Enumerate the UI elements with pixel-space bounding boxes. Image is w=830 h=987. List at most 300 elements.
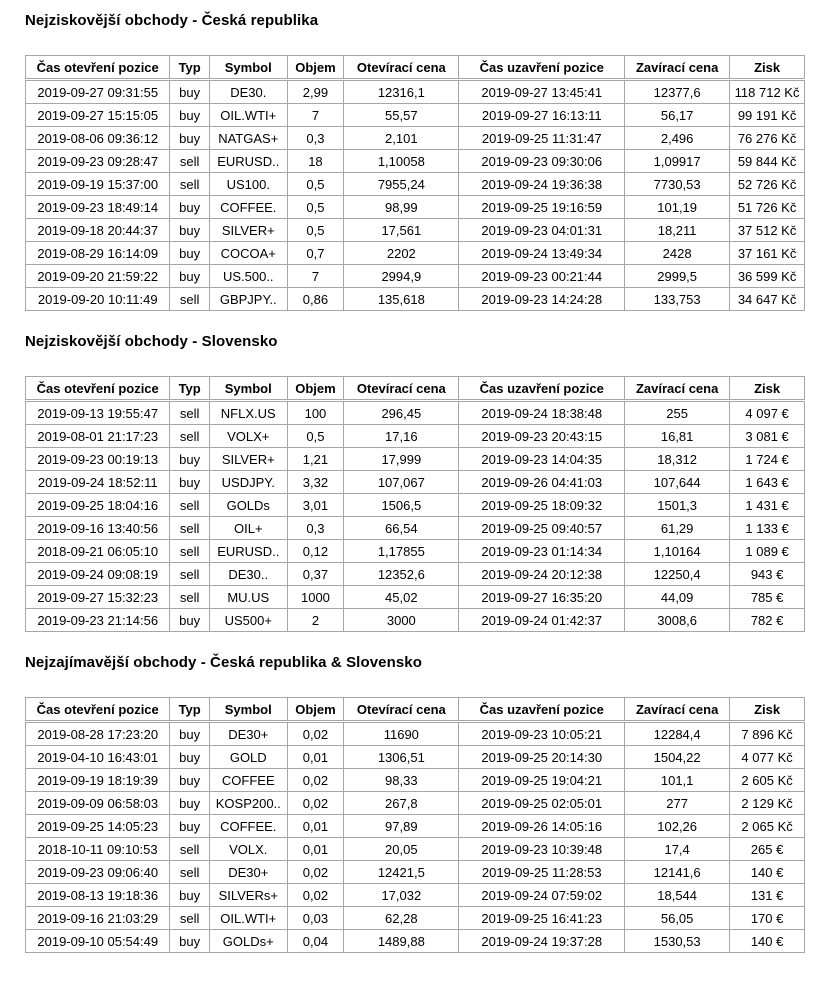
cell-close-price: 2,496 (625, 127, 730, 150)
cell-open-price: 1306,51 (344, 746, 459, 769)
cell-profit: 3 081 € (730, 425, 805, 448)
cell-symbol: KOSP200.. (209, 792, 287, 815)
cell-volume: 3,01 (287, 494, 344, 517)
cell-close-price: 1501,3 (625, 494, 730, 517)
cell-close-time: 2019-09-27 16:13:11 (459, 104, 625, 127)
cell-type: buy (170, 769, 209, 792)
cell-open-time: 2019-09-23 09:28:47 (26, 150, 170, 173)
column-header-open-price: Otevírací cena (344, 698, 459, 722)
cell-symbol: SILVERs+ (209, 884, 287, 907)
cell-profit: 37 512 Kč (730, 219, 805, 242)
cell-volume: 0,01 (287, 815, 344, 838)
cell-close-price: 133,753 (625, 288, 730, 311)
column-header-profit: Zisk (730, 377, 805, 401)
cell-profit: 118 712 Kč (730, 80, 805, 104)
cell-type: buy (170, 127, 209, 150)
cell-type: sell (170, 586, 209, 609)
table-row (26, 540, 805, 563)
cell-open-price: 2202 (344, 242, 459, 265)
cell-close-price: 12250,4 (625, 563, 730, 586)
cell-close-time: 2019-09-23 14:24:28 (459, 288, 625, 311)
cell-volume: 0,5 (287, 196, 344, 219)
cell-close-time: 2019-09-25 02:05:01 (459, 792, 625, 815)
cell-open-time: 2019-09-25 18:04:16 (26, 494, 170, 517)
cell-volume: 0,03 (287, 907, 344, 930)
cell-type: sell (170, 401, 209, 425)
cell-close-time: 2019-09-24 07:59:02 (459, 884, 625, 907)
cell-open-time: 2019-09-24 09:08:19 (26, 563, 170, 586)
trades-table-czech-republic (25, 55, 805, 311)
cell-profit: 34 647 Kč (730, 288, 805, 311)
cell-profit: 76 276 Kč (730, 127, 805, 150)
table-row (26, 609, 805, 632)
cell-symbol: COCOA+ (209, 242, 287, 265)
cell-open-time: 2019-08-29 16:14:09 (26, 242, 170, 265)
cell-open-time: 2019-09-09 06:58:03 (26, 792, 170, 815)
cell-type: sell (170, 494, 209, 517)
cell-close-time: 2019-09-23 09:30:06 (459, 150, 625, 173)
cell-open-price: 66,54 (344, 517, 459, 540)
table-row (26, 930, 805, 953)
cell-close-price: 16,81 (625, 425, 730, 448)
column-header-profit: Zisk (730, 698, 805, 722)
cell-symbol: EURUSD.. (209, 540, 287, 563)
cell-open-time: 2019-08-01 21:17:23 (26, 425, 170, 448)
cell-open-price: 3000 (344, 609, 459, 632)
cell-open-time: 2019-09-20 21:59:22 (26, 265, 170, 288)
cell-open-price: 98,99 (344, 196, 459, 219)
table-row (26, 288, 805, 311)
cell-type: sell (170, 540, 209, 563)
cell-open-time: 2019-09-23 21:14:56 (26, 609, 170, 632)
cell-profit: 1 133 € (730, 517, 805, 540)
cell-type: sell (170, 861, 209, 884)
column-header-type: Typ (170, 56, 209, 80)
table-row (26, 80, 805, 104)
cell-type: buy (170, 884, 209, 907)
cell-open-time: 2019-08-28 17:23:20 (26, 722, 170, 746)
cell-open-time: 2018-09-21 06:05:10 (26, 540, 170, 563)
column-header-type: Typ (170, 377, 209, 401)
cell-close-price: 1504,22 (625, 746, 730, 769)
cell-profit: 2 129 Kč (730, 792, 805, 815)
cell-symbol: DE30. (209, 80, 287, 104)
cell-type: buy (170, 265, 209, 288)
cell-profit: 170 € (730, 907, 805, 930)
cell-type: buy (170, 609, 209, 632)
cell-close-price: 102,26 (625, 815, 730, 838)
cell-open-time: 2019-09-24 18:52:11 (26, 471, 170, 494)
trades-table-czech-and-slovakia (25, 697, 805, 953)
table-row (26, 471, 805, 494)
cell-close-price: 12377,6 (625, 80, 730, 104)
header-row (26, 377, 805, 401)
column-header-open-time: Čas otevření pozice (26, 698, 170, 722)
table-row (26, 746, 805, 769)
table-row (26, 586, 805, 609)
cell-profit: 59 844 Kč (730, 150, 805, 173)
cell-open-price: 12352,6 (344, 563, 459, 586)
cell-close-price: 44,09 (625, 586, 730, 609)
cell-volume: 2 (287, 609, 344, 632)
cell-profit: 140 € (730, 930, 805, 953)
cell-symbol: GOLDs (209, 494, 287, 517)
cell-type: buy (170, 815, 209, 838)
cell-type: buy (170, 80, 209, 104)
table-row (26, 265, 805, 288)
cell-open-time: 2019-09-18 20:44:37 (26, 219, 170, 242)
cell-volume: 0,02 (287, 861, 344, 884)
cell-close-time: 2019-09-24 01:42:37 (459, 609, 625, 632)
cell-open-time: 2019-09-23 00:19:13 (26, 448, 170, 471)
table-row (26, 494, 805, 517)
header-row (26, 56, 805, 80)
cell-close-time: 2019-09-24 19:37:28 (459, 930, 625, 953)
cell-profit: 782 € (730, 609, 805, 632)
cell-type: buy (170, 104, 209, 127)
cell-close-time: 2019-09-26 14:05:16 (459, 815, 625, 838)
cell-open-time: 2019-09-27 15:32:23 (26, 586, 170, 609)
section-title: Nejziskovější obchody - Slovensko (25, 333, 278, 350)
cell-close-price: 2428 (625, 242, 730, 265)
cell-open-time: 2019-09-16 21:03:29 (26, 907, 170, 930)
cell-profit: 131 € (730, 884, 805, 907)
cell-open-price: 2,101 (344, 127, 459, 150)
cell-type: buy (170, 242, 209, 265)
cell-symbol: COFFEE (209, 769, 287, 792)
column-header-symbol: Symbol (209, 698, 287, 722)
cell-symbol: OIL.WTI+ (209, 907, 287, 930)
table-row (26, 196, 805, 219)
cell-close-time: 2019-09-25 09:40:57 (459, 517, 625, 540)
cell-open-time: 2018-10-11 09:10:53 (26, 838, 170, 861)
cell-open-time: 2019-09-16 13:40:56 (26, 517, 170, 540)
cell-close-price: 56,17 (625, 104, 730, 127)
cell-symbol: DE30+ (209, 722, 287, 746)
cell-close-time: 2019-09-25 20:14:30 (459, 746, 625, 769)
cell-symbol: USDJPY. (209, 471, 287, 494)
table-row (26, 150, 805, 173)
table-row (26, 242, 805, 265)
cell-close-time: 2019-09-27 13:45:41 (459, 80, 625, 104)
cell-close-time: 2019-09-23 01:14:34 (459, 540, 625, 563)
cell-profit: 1 431 € (730, 494, 805, 517)
cell-symbol: DE30+ (209, 861, 287, 884)
cell-open-price: 17,999 (344, 448, 459, 471)
cell-close-time: 2019-09-23 20:43:15 (459, 425, 625, 448)
cell-type: buy (170, 722, 209, 746)
cell-open-price: 11690 (344, 722, 459, 746)
header-row (26, 698, 805, 722)
cell-symbol: NATGAS+ (209, 127, 287, 150)
cell-symbol: GOLDs+ (209, 930, 287, 953)
cell-type: buy (170, 746, 209, 769)
cell-close-price: 18,544 (625, 884, 730, 907)
cell-close-price: 101,1 (625, 769, 730, 792)
cell-symbol: MU.US (209, 586, 287, 609)
cell-volume: 1000 (287, 586, 344, 609)
cell-open-price: 97,89 (344, 815, 459, 838)
cell-open-price: 20,05 (344, 838, 459, 861)
cell-profit: 4 077 Kč (730, 746, 805, 769)
cell-open-time: 2019-08-13 19:18:36 (26, 884, 170, 907)
cell-symbol: COFFEE. (209, 196, 287, 219)
cell-close-time: 2019-09-24 18:38:48 (459, 401, 625, 425)
cell-volume: 2,99 (287, 80, 344, 104)
column-header-symbol: Symbol (209, 56, 287, 80)
table-row (26, 448, 805, 471)
column-header-open-price: Otevírací cena (344, 56, 459, 80)
cell-volume: 0,02 (287, 884, 344, 907)
section-top-trades-slovakia (25, 333, 805, 632)
table-row (26, 563, 805, 586)
cell-volume: 0,04 (287, 930, 344, 953)
cell-type: sell (170, 425, 209, 448)
cell-symbol: US500+ (209, 609, 287, 632)
cell-symbol: OIL+ (209, 517, 287, 540)
cell-profit: 785 € (730, 586, 805, 609)
cell-profit: 1 089 € (730, 540, 805, 563)
cell-symbol: SILVER+ (209, 219, 287, 242)
cell-type: buy (170, 219, 209, 242)
cell-volume: 0,7 (287, 242, 344, 265)
cell-open-price: 17,032 (344, 884, 459, 907)
column-header-volume: Objem (287, 56, 344, 80)
cell-profit: 52 726 Kč (730, 173, 805, 196)
cell-profit: 4 097 € (730, 401, 805, 425)
cell-close-time: 2019-09-23 14:04:35 (459, 448, 625, 471)
table-row (26, 219, 805, 242)
cell-open-time: 2019-09-20 10:11:49 (26, 288, 170, 311)
cell-open-price: 1506,5 (344, 494, 459, 517)
cell-close-time: 2019-09-25 19:04:21 (459, 769, 625, 792)
cell-profit: 2 605 Kč (730, 769, 805, 792)
column-header-symbol: Symbol (209, 377, 287, 401)
table-row (26, 769, 805, 792)
cell-open-time: 2019-09-23 09:06:40 (26, 861, 170, 884)
cell-open-price: 98,33 (344, 769, 459, 792)
cell-close-price: 12284,4 (625, 722, 730, 746)
column-header-open-time: Čas otevření pozice (26, 56, 170, 80)
column-header-type: Typ (170, 698, 209, 722)
cell-type: sell (170, 838, 209, 861)
cell-close-time: 2019-09-25 16:41:23 (459, 907, 625, 930)
table-row (26, 173, 805, 196)
cell-open-time: 2019-09-27 15:15:05 (26, 104, 170, 127)
column-header-close-price: Zavírací cena (625, 377, 730, 401)
cell-close-time: 2019-09-25 18:09:32 (459, 494, 625, 517)
cell-profit: 7 896 Kč (730, 722, 805, 746)
cell-open-time: 2019-09-19 15:37:00 (26, 173, 170, 196)
cell-volume: 0,01 (287, 838, 344, 861)
cell-close-time: 2019-09-23 04:01:31 (459, 219, 625, 242)
cell-volume: 0,5 (287, 219, 344, 242)
cell-close-price: 2999,5 (625, 265, 730, 288)
cell-symbol: US.500.. (209, 265, 287, 288)
column-header-close-price: Zavírací cena (625, 698, 730, 722)
cell-volume: 0,3 (287, 127, 344, 150)
section-most-interesting-trades (25, 654, 805, 953)
cell-volume: 0,12 (287, 540, 344, 563)
cell-open-price: 62,28 (344, 907, 459, 930)
cell-profit: 943 € (730, 563, 805, 586)
cell-close-time: 2019-09-25 19:16:59 (459, 196, 625, 219)
cell-volume: 7 (287, 265, 344, 288)
cell-open-time: 2019-09-23 18:49:14 (26, 196, 170, 219)
cell-open-time: 2019-09-25 14:05:23 (26, 815, 170, 838)
cell-volume: 1,21 (287, 448, 344, 471)
column-header-volume: Objem (287, 698, 344, 722)
table-row (26, 425, 805, 448)
cell-volume: 18 (287, 150, 344, 173)
table-row (26, 838, 805, 861)
section-top-trades-czech-republic (25, 12, 805, 311)
cell-close-price: 18,211 (625, 219, 730, 242)
cell-open-price: 107,067 (344, 471, 459, 494)
cell-open-time: 2019-09-19 18:19:39 (26, 769, 170, 792)
cell-type: sell (170, 173, 209, 196)
cell-close-time: 2019-09-27 16:35:20 (459, 586, 625, 609)
section-title: Nejziskovější obchody - Česká republika (25, 12, 319, 29)
cell-symbol: DE30.. (209, 563, 287, 586)
cell-type: buy (170, 471, 209, 494)
cell-close-price: 3008,6 (625, 609, 730, 632)
cell-close-price: 61,29 (625, 517, 730, 540)
cell-type: sell (170, 517, 209, 540)
cell-symbol: EURUSD.. (209, 150, 287, 173)
cell-open-price: 267,8 (344, 792, 459, 815)
cell-volume: 3,32 (287, 471, 344, 494)
cell-volume: 7 (287, 104, 344, 127)
cell-volume: 100 (287, 401, 344, 425)
cell-close-time: 2019-09-24 19:36:38 (459, 173, 625, 196)
cell-close-price: 7730,53 (625, 173, 730, 196)
table-row (26, 792, 805, 815)
table-row (26, 907, 805, 930)
cell-volume: 0,5 (287, 425, 344, 448)
cell-profit: 140 € (730, 861, 805, 884)
cell-close-time: 2019-09-24 13:49:34 (459, 242, 625, 265)
cell-volume: 0,01 (287, 746, 344, 769)
table-row (26, 401, 805, 425)
column-header-open-time: Čas otevření pozice (26, 377, 170, 401)
cell-open-price: 17,16 (344, 425, 459, 448)
table-row (26, 815, 805, 838)
cell-symbol: GOLD (209, 746, 287, 769)
cell-open-time: 2019-09-13 19:55:47 (26, 401, 170, 425)
cell-close-price: 1,10164 (625, 540, 730, 563)
trades-table-slovakia (25, 376, 805, 632)
cell-volume: 0,02 (287, 792, 344, 815)
cell-close-price: 1,09917 (625, 150, 730, 173)
cell-close-price: 12141,6 (625, 861, 730, 884)
cell-open-price: 1,10058 (344, 150, 459, 173)
cell-close-price: 107,644 (625, 471, 730, 494)
column-header-close-time: Čas uzavření pozice (459, 698, 625, 722)
cell-open-price: 1489,88 (344, 930, 459, 953)
cell-close-time: 2019-09-25 11:31:47 (459, 127, 625, 150)
cell-profit: 265 € (730, 838, 805, 861)
cell-symbol: COFFEE. (209, 815, 287, 838)
cell-open-price: 2994,9 (344, 265, 459, 288)
cell-profit: 36 599 Kč (730, 265, 805, 288)
cell-close-time: 2019-09-26 04:41:03 (459, 471, 625, 494)
cell-type: sell (170, 150, 209, 173)
cell-open-time: 2019-09-27 09:31:55 (26, 80, 170, 104)
cell-volume: 0,86 (287, 288, 344, 311)
column-header-profit: Zisk (730, 56, 805, 80)
cell-open-price: 1,17855 (344, 540, 459, 563)
table-row (26, 861, 805, 884)
column-header-close-time: Čas uzavření pozice (459, 377, 625, 401)
cell-open-price: 12421,5 (344, 861, 459, 884)
cell-profit: 1 643 € (730, 471, 805, 494)
cell-close-price: 277 (625, 792, 730, 815)
cell-close-time: 2019-09-25 11:28:53 (459, 861, 625, 884)
cell-symbol: VOLX+ (209, 425, 287, 448)
cell-close-price: 1530,53 (625, 930, 730, 953)
column-header-volume: Objem (287, 377, 344, 401)
cell-open-time: 2019-04-10 16:43:01 (26, 746, 170, 769)
cell-symbol: OIL.WTI+ (209, 104, 287, 127)
cell-volume: 0,02 (287, 722, 344, 746)
cell-open-price: 135,618 (344, 288, 459, 311)
cell-volume: 0,02 (287, 769, 344, 792)
cell-open-time: 2019-08-06 09:36:12 (26, 127, 170, 150)
cell-profit: 37 161 Kč (730, 242, 805, 265)
table-row (26, 127, 805, 150)
cell-close-time: 2019-09-23 00:21:44 (459, 265, 625, 288)
table-row (26, 517, 805, 540)
cell-close-time: 2019-09-23 10:39:48 (459, 838, 625, 861)
cell-volume: 0,3 (287, 517, 344, 540)
cell-volume: 0,37 (287, 563, 344, 586)
cell-type: buy (170, 792, 209, 815)
cell-volume: 0,5 (287, 173, 344, 196)
cell-type: sell (170, 288, 209, 311)
cell-open-price: 12316,1 (344, 80, 459, 104)
cell-profit: 1 724 € (730, 448, 805, 471)
column-header-open-price: Otevírací cena (344, 377, 459, 401)
cell-profit: 2 065 Kč (730, 815, 805, 838)
cell-open-price: 17,561 (344, 219, 459, 242)
cell-open-price: 45,02 (344, 586, 459, 609)
cell-close-time: 2019-09-24 20:12:38 (459, 563, 625, 586)
column-header-close-time: Čas uzavření pozice (459, 56, 625, 80)
cell-open-price: 55,57 (344, 104, 459, 127)
cell-symbol: SILVER+ (209, 448, 287, 471)
cell-type: buy (170, 930, 209, 953)
cell-open-time: 2019-09-10 05:54:49 (26, 930, 170, 953)
cell-type: buy (170, 196, 209, 219)
cell-profit: 51 726 Kč (730, 196, 805, 219)
cell-symbol: GBPJPY.. (209, 288, 287, 311)
cell-close-price: 56,05 (625, 907, 730, 930)
cell-close-price: 101,19 (625, 196, 730, 219)
cell-close-price: 255 (625, 401, 730, 425)
cell-open-price: 296,45 (344, 401, 459, 425)
cell-type: buy (170, 448, 209, 471)
cell-type: sell (170, 907, 209, 930)
column-header-close-price: Zavírací cena (625, 56, 730, 80)
section-title: Nejzajímavější obchody - Česká republika & Slovensko (25, 654, 423, 671)
cell-profit: 99 191 Kč (730, 104, 805, 127)
cell-open-price: 7955,24 (344, 173, 459, 196)
cell-close-time: 2019-09-23 10:05:21 (459, 722, 625, 746)
cell-symbol: NFLX.US (209, 401, 287, 425)
cell-symbol: VOLX. (209, 838, 287, 861)
cell-type: sell (170, 563, 209, 586)
